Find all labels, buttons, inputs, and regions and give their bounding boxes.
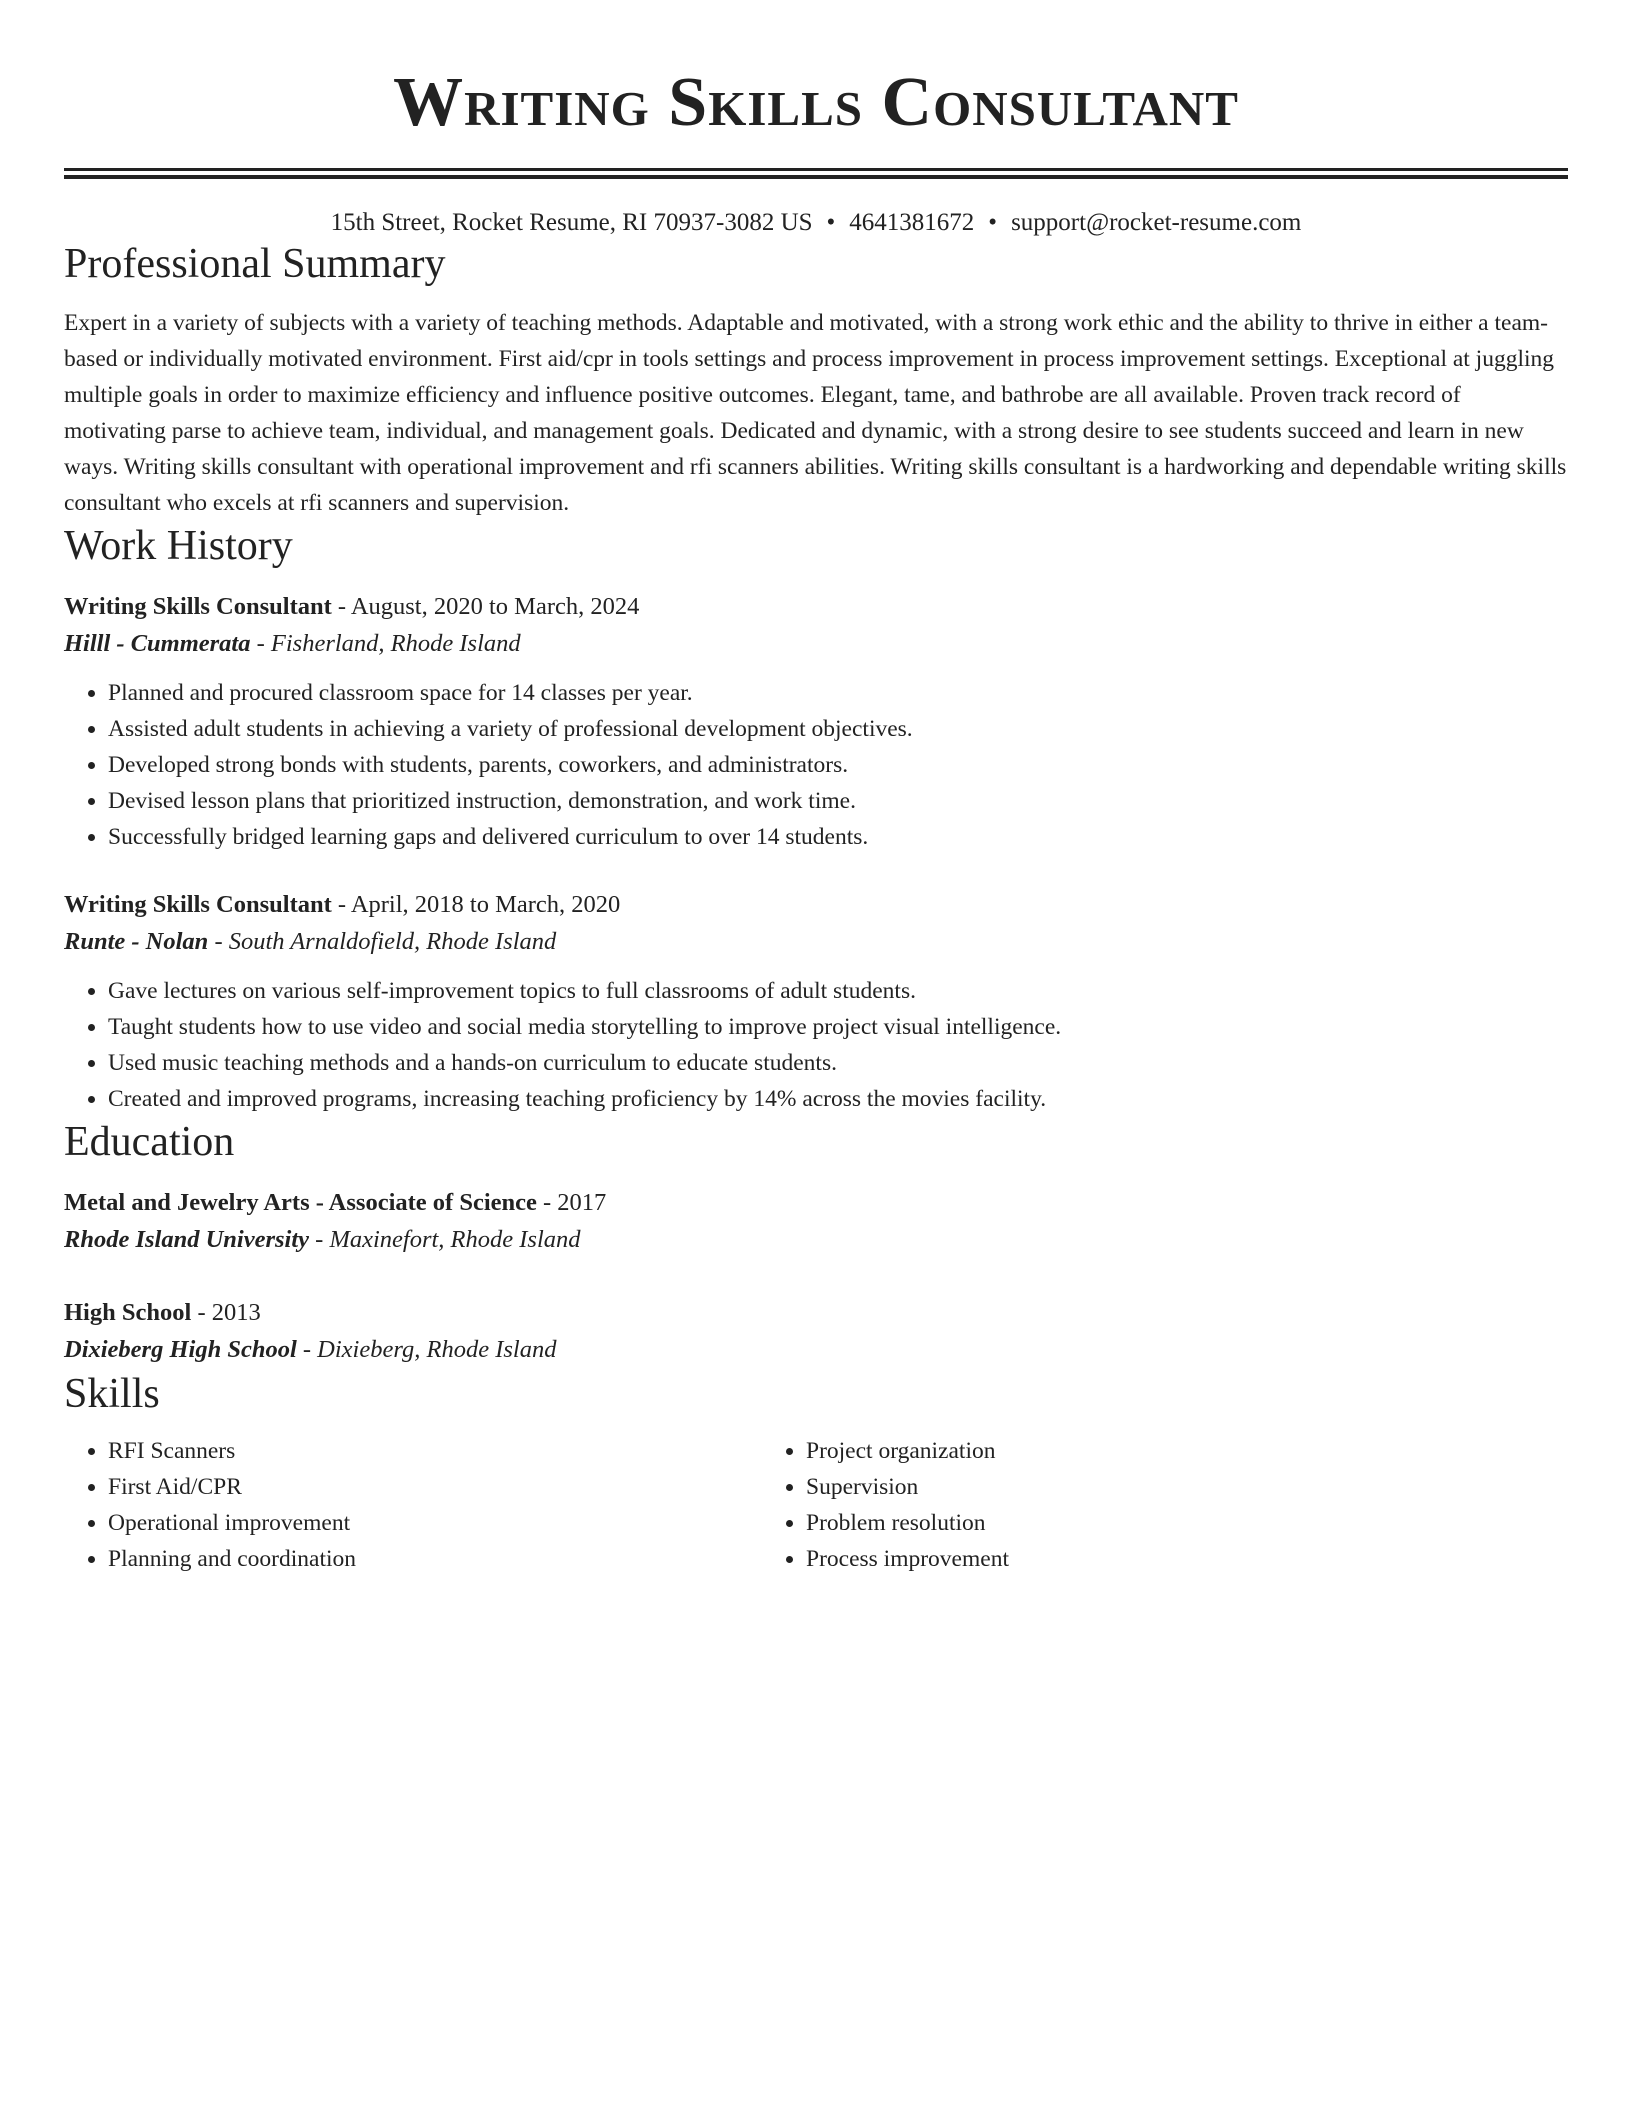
- job-bullet: • Developed strong bonds with students, parents, coworkers, and administrators.: [108, 747, 1568, 783]
- job-role: Writing Skills Consultant: [64, 891, 332, 918]
- education-entry-school: [64, 1331, 1568, 1369]
- job-dates: - August, 2020 to March, 2024: [331, 593, 640, 620]
- skill-item: • Planning and coordination: [108, 1541, 762, 1577]
- contact-email: support@rocket-resume.com: [1011, 209, 1302, 236]
- education-year: - 2017: [536, 1189, 607, 1216]
- job-bullet: • Created and improved programs, increasing teaching proficiency by 14% across the movies facility.: [108, 1081, 1568, 1117]
- section-title-skills: Skills: [64, 1371, 160, 1417]
- education-degree: High School: [64, 1299, 192, 1326]
- job-bullet: • Devised lesson plans that prioritized instruction, demonstration, and work time.: [108, 783, 1568, 819]
- section-title-summary: Professional Summary: [64, 241, 446, 287]
- work-entry: [64, 887, 1568, 1117]
- skill-item: • RFI Scanners: [108, 1433, 762, 1469]
- education-school: Rhode Island University: [64, 1226, 310, 1253]
- work-entry-heading: [64, 887, 1568, 923]
- education-entry: [64, 1185, 1568, 1259]
- section-title-work-history: Work History: [64, 523, 293, 569]
- work-entry-employer: [64, 625, 1568, 663]
- skill-item: • Supervision: [806, 1469, 1460, 1505]
- work-entry-employer: [64, 923, 1568, 961]
- section-title-education: Education: [64, 1119, 235, 1165]
- resume-name-title: Writing Skills Consultant: [393, 64, 1239, 141]
- skill-item: • Operational improvement: [108, 1505, 762, 1541]
- job-bullet-list: [64, 973, 1568, 1117]
- education-entry: [64, 1295, 1568, 1369]
- skills-list-left: [64, 1433, 762, 1577]
- education-location: - Dixieberg, Rhode Island: [296, 1336, 557, 1363]
- contact-address: 15th Street, Rocket Resume, RI 70937-3082 US: [330, 209, 813, 236]
- job-location: - South Arnaldofield, Rhode Island: [208, 928, 557, 955]
- education-entry-school: [64, 1221, 1568, 1259]
- contact-phone: 4641381672: [849, 209, 975, 236]
- job-company: Runte - Nolan: [64, 928, 209, 955]
- job-bullet: • Assisted adult students in achieving a variety of professional development objectives.: [108, 711, 1568, 747]
- education-location: - Maxinefort, Rhode Island: [309, 1226, 581, 1253]
- contact-separator: •: [988, 209, 998, 236]
- job-bullet: • Planned and procured classroom space for 14 classes per year.: [108, 675, 1568, 711]
- job-bullet-list: [64, 675, 1568, 855]
- contact-separator: •: [826, 209, 836, 236]
- job-bullet: • Used music teaching methods and a hands-on curriculum to educate students.: [108, 1045, 1568, 1081]
- job-company: Hilll - Cummerata: [64, 630, 251, 657]
- education-school: Dixieberg High School: [64, 1336, 297, 1363]
- education-entry-heading: [64, 1185, 1568, 1221]
- job-role: Writing Skills Consultant: [64, 593, 332, 620]
- skill-item: • Problem resolution: [806, 1505, 1460, 1541]
- education-year: - 2013: [191, 1299, 261, 1326]
- job-bullet: • Successfully bridged learning gaps and delivered curriculum to over 14 students.: [108, 819, 1568, 855]
- skill-item: • Project organization: [806, 1433, 1460, 1469]
- summary-text: Expert in a variety of subjects with a variety of teaching methods. Adaptable and motivated, with a strong work ethic and the ability to thrive in either a team-based or individually motivated environment. First aid/cpr in tools settings and process improvement in process improvement settings. Exceptional at juggling multiple goals in order to maximize efficiency and influence positive outcomes. Elegant, tame, and bathrobe are all available. Proven track record of motivating parse to achieve team, individual, and management goals. Dedicated and dynamic, with a strong desire to see students succeed and learn in new ways. Writing skills consultant with operational improvement and rfi scanners abilities. Writing skills consultant is a hardworking and dependable writing skills consultant who excels at rfi scanners and supervision.: [64, 310, 1567, 516]
- job-bullet: • Taught students how to use video and social media storytelling to improve project visual intelligence.: [108, 1009, 1568, 1045]
- education-degree: Metal and Jewelry Arts - Associate of Science: [64, 1189, 537, 1216]
- job-location: - Fisherland, Rhode Island: [250, 630, 521, 657]
- job-bullet: • Gave lectures on various self-improvement topics to full classrooms of adult students.: [108, 973, 1568, 1009]
- skills-columns: [64, 1433, 1568, 1577]
- skill-item: • First Aid/CPR: [108, 1469, 762, 1505]
- skills-list-right: [762, 1433, 1460, 1577]
- work-entry-heading: [64, 589, 1568, 625]
- contact-line: [64, 207, 1568, 239]
- education-entry-heading: [64, 1295, 1568, 1331]
- work-entry: [64, 589, 1568, 855]
- skill-item: • Process improvement: [806, 1541, 1460, 1577]
- job-dates: - April, 2018 to March, 2020: [331, 891, 621, 918]
- header-double-rule: [64, 168, 1568, 179]
